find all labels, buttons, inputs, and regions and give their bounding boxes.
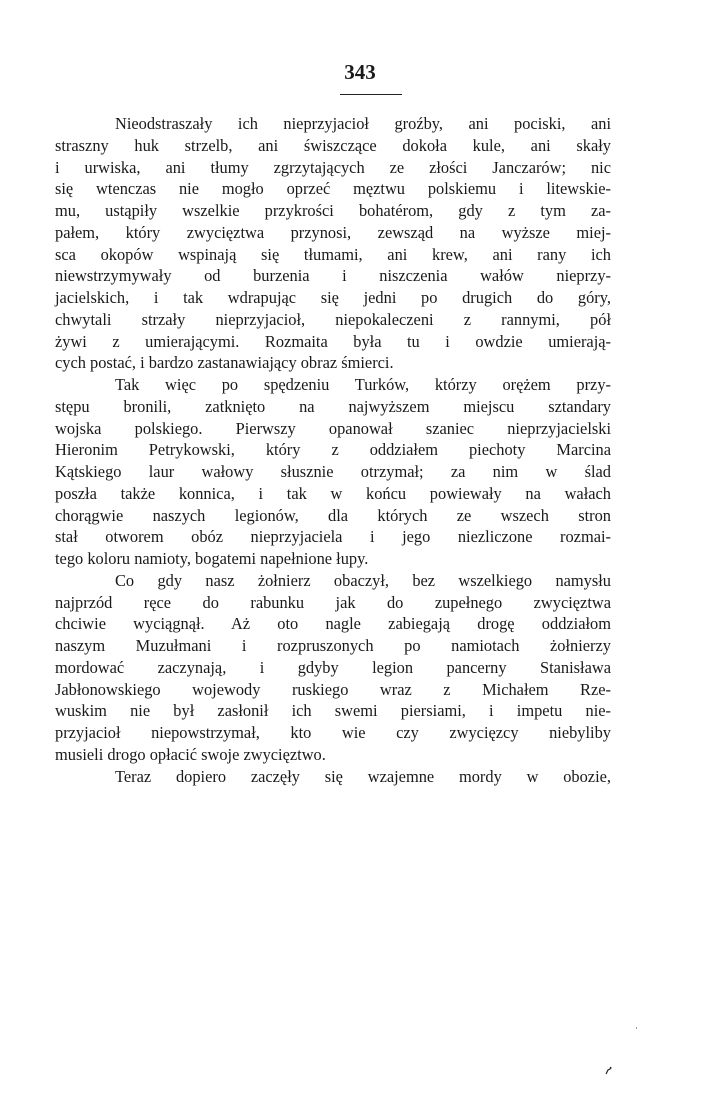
text-line: i urwiska, ani tłumy zgrzytających ze złości Janczarów; nic bbox=[55, 157, 611, 177]
text-line: Hieronim Petrykowski, który z oddziałem piechoty Marcina bbox=[55, 440, 611, 460]
text-line: mu, ustąpiły wszelkie przykrości bohatérom, gdy z tym za- bbox=[55, 201, 611, 220]
text-line: chciwie wyciągnął. Aż oto nagle zabiegają drogę oddziałom bbox=[55, 614, 611, 634]
ink-mark bbox=[604, 1066, 612, 1076]
text-line: musieli drogo opłacić swoje zwycięztwo. bbox=[55, 744, 326, 764]
text-line: pałem, który zwycięztwa przynosi, zewsząd na wyższe miej- bbox=[55, 222, 611, 242]
text-line: chwytali strzały nieprzyjacioł, niepokaleczeni z rannymi, pół bbox=[55, 309, 611, 329]
text-line: jacielskich, i tak wdrapując się jedni po drugich do góry, bbox=[55, 288, 611, 307]
text-line: Kątskiego laur wałowy słusznie otrzymał; za nim w ślad bbox=[55, 462, 611, 481]
header-rule bbox=[340, 94, 402, 95]
text-line: przyjacioł niepowstrzymał, kto wie czy zwycięzcy niebyliby bbox=[55, 723, 611, 742]
text-line: poszła także konnica, i tak w końcu powiewały na wałach bbox=[55, 483, 611, 503]
text-line: Teraz dopiero zaczęły się wzajemne mordy w obozie, bbox=[115, 766, 611, 786]
text-line: stępu bronili, zatknięto na najwyższem miejscu sztandary bbox=[55, 396, 611, 416]
text-line: żywi z umierającymi. Rozmaita była tu i owdzie umierają- bbox=[55, 331, 611, 351]
body-text bbox=[55, 113, 611, 787]
text-line: niewstrzymywały od burzenia i niszczenia wałów nieprzy- bbox=[55, 266, 611, 286]
text-line: tego koloru namioty, bogatemi napełnione łupy. bbox=[55, 549, 369, 568]
page-number: 343 bbox=[344, 60, 376, 84]
text-line: wojska polskiego. Pierwszy opanował szaniec nieprzyjacielski bbox=[55, 418, 611, 438]
text-line: Nieodstraszały ich nieprzyjacioł groźby, ani pociski, ani bbox=[115, 114, 611, 133]
text-line: chorągwie naszych legionów, dla których ze wszech stron bbox=[55, 505, 611, 525]
text-line: cych postać, i bardzo zastanawiający obraz śmierci. bbox=[55, 353, 394, 373]
text-line: sca okopów wspinają się tłumami, ani krew, ani rany ich bbox=[55, 244, 611, 264]
text-line: Jabłonowskiego wojewody ruskiego wraz z Michałem Rze- bbox=[55, 679, 611, 699]
text-line: Tak więc po spędzeniu Turków, którzy orężem przy- bbox=[115, 375, 611, 394]
text-line: stał otworem obóz nieprzyjaciela i jego niezliczone rozmai- bbox=[55, 527, 611, 547]
text-line: straszny huk strzelb, ani świszczące dokoła kule, ani skały bbox=[55, 135, 611, 155]
text-line: najprzód ręce do rabunku jak do zupełnego zwycięztwa bbox=[55, 592, 611, 612]
speck bbox=[636, 1027, 637, 1029]
text-line: naszym Muzułmani i rozpruszonych po namiotach żołnierzy bbox=[55, 636, 611, 655]
text-line: wuskim nie był zasłonił ich swemi piersiami, i impetu nie- bbox=[55, 701, 611, 721]
text-line: Co gdy nasz żołnierz obaczył, bez wszelkiego namysłu bbox=[115, 570, 611, 590]
text-line: się wtenczas nie mogło oprzeć męztwu polskiemu i litewskie- bbox=[55, 179, 611, 199]
text-line: mordować zaczynają, i gdyby legion pancerny Stanisława bbox=[55, 657, 611, 677]
